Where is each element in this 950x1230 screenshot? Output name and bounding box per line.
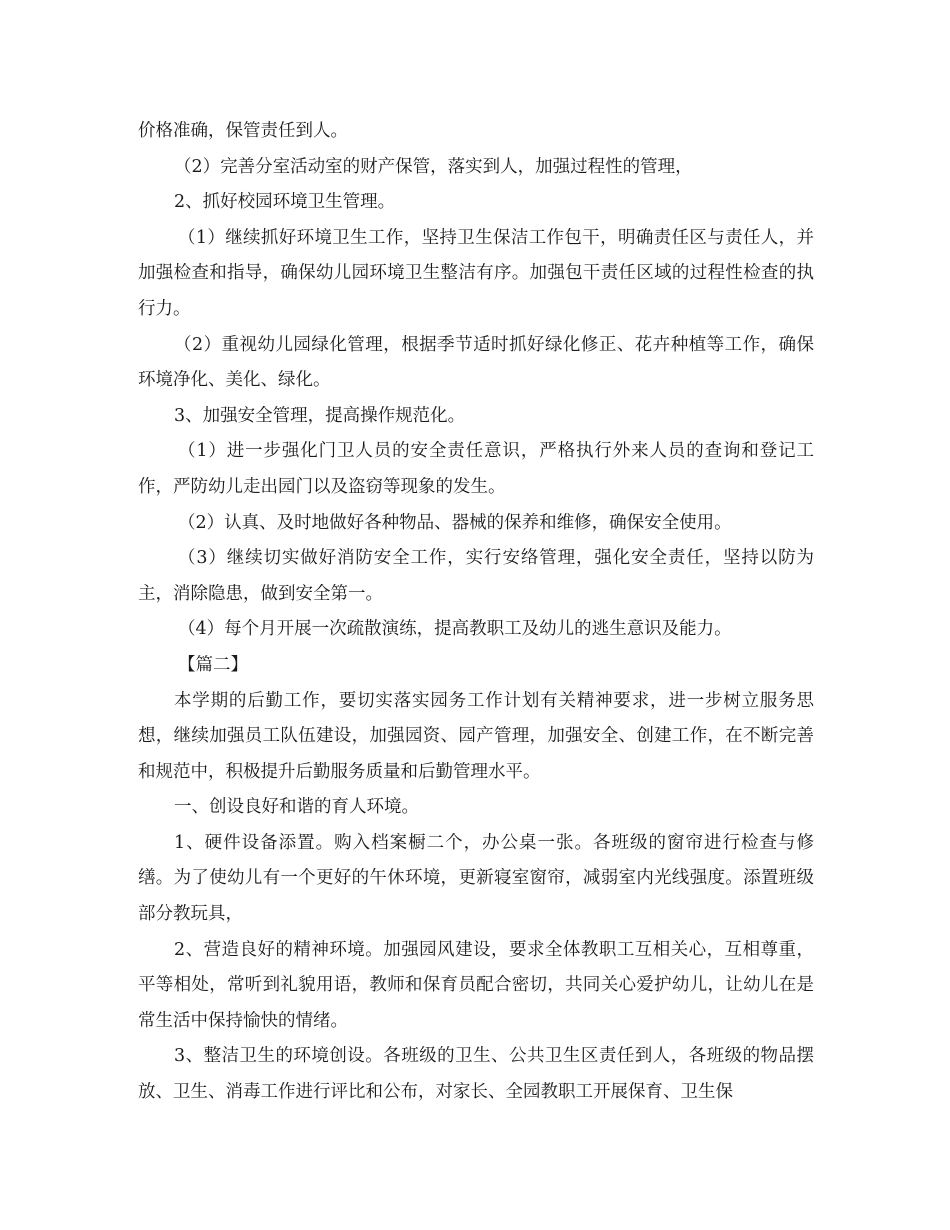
paragraph: （1）继续抓好环境卫生工作，坚持卫生保洁工作包干，明确责任区与责任人，并加强检查和指导，确保幼儿园环境卫生整洁有序。加强包干责任区域的过程性检查的执行力。 bbox=[138, 227, 814, 319]
paragraph: （2）认真、及时地做好各种物品、器械的保养和维修，确保安全使用。 bbox=[178, 512, 732, 533]
paragraph: 1、硬件设备添置。购入档案橱二个，办公桌一张。各班级的窗帘进行检查与修缮。为了使幼儿有一个更好的午休环境，更新寝室窗帘，减弱室内光线强度。添置班级部分教玩具， bbox=[138, 832, 814, 925]
section-heading: 2、抓好校园环境卫生管理。 bbox=[174, 192, 396, 213]
section-heading: 一、创设良好和谐的育人环境。 bbox=[174, 797, 419, 818]
paragraph: （4）每个月开展一次疏散演练，提高教职工及幼儿的逃生意识及能力。 bbox=[178, 619, 732, 640]
paragraph: （2）完善分室活动室的财产保管，落实到人，加强过程性的管理， bbox=[174, 156, 693, 177]
paragraph: 2、营造良好的精神环境。加强园风建设，要求全体教职工互相关心，互相尊重，平等相处，常听到礼貌用语，教师和保育员配合密切，共同关心爱护幼儿，让幼儿在是常生活中保持愉快的情绪。 bbox=[138, 939, 814, 1031]
section-heading: 3、加强安全管理，提高操作规范化。 bbox=[174, 405, 466, 426]
chapter-marker: 【篇二】 bbox=[178, 654, 248, 675]
paragraph: （2）重视幼儿园绿化管理，根据季节适时抓好绿化修正、花卉种植等工作，确保环境净化、美化、绿化。 bbox=[138, 334, 814, 391]
paragraph: （3）继续切实做好消防安全工作，实行安络管理，强化安全责任，坚持以防为主，消除隐患，做到安全第一。 bbox=[138, 548, 814, 604]
paragraph: 本学期的后勤工作，要切实落实园务工作计划有关精神要求，进一步树立服务思想，继续加强员工队伍建设，加强园资、园产管理，加强安全、创建工作，在不断完善和规范中，积极提升后勤服务质量和后勤管理水平。 bbox=[138, 690, 814, 782]
paragraph: 3、整洁卫生的环境创设。各班级的卫生、公共卫生区责任到人，各班级的物品摆放、卫生、消毒工作进行评比和公布，对家长、全园教职工开展保育、卫生保 bbox=[138, 1046, 814, 1103]
document-body bbox=[138, 114, 814, 1111]
paragraph: 价格准确，保管责任到人。 bbox=[138, 121, 348, 141]
paragraph: （1）进一步强化门卫人员的安全责任意识，严格执行外来人员的查询和登记工作，严防幼儿走出园门以及盗窃等现象的发生。 bbox=[138, 441, 814, 497]
